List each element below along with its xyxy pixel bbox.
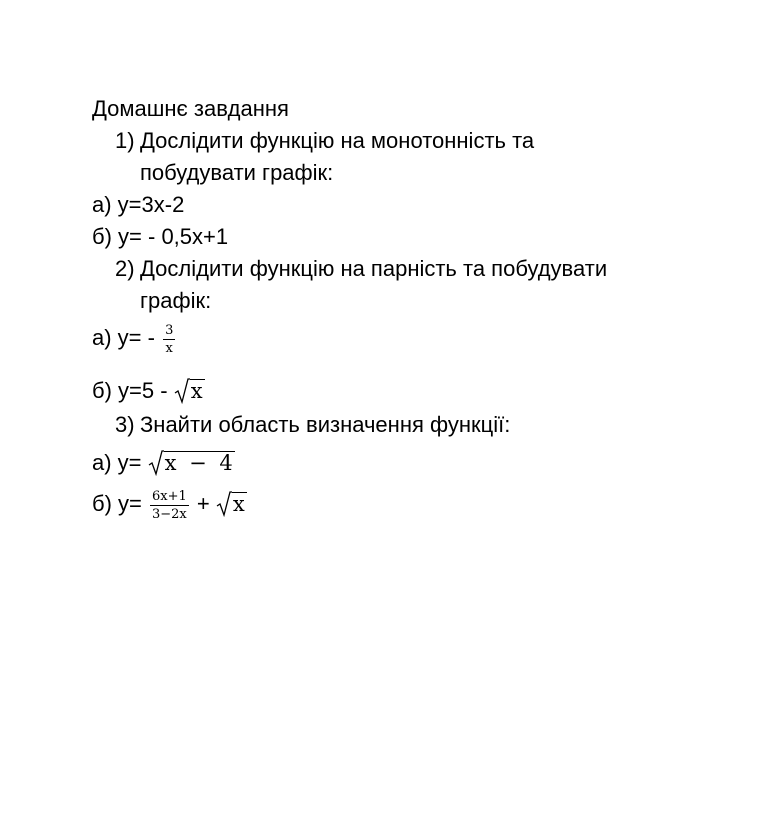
- task-2-item-a-fraction: [163, 323, 175, 356]
- task-3-item-b: [92, 484, 247, 524]
- fraction-numerator: 3: [165, 322, 174, 338]
- task-2-text-line1: Дослідити функцію на парність та побудувати: [140, 256, 608, 281]
- plus-sign: +: [190, 491, 216, 516]
- task-2-item-a: [92, 320, 177, 356]
- task-2-number: 2): [115, 256, 135, 281]
- radical-sign-icon: [174, 378, 190, 404]
- task-2-item-a-prefix: а) y= -: [92, 325, 162, 350]
- fraction-denominator: 3−2x: [152, 506, 187, 522]
- square-root: [216, 484, 247, 524]
- task-1: [115, 128, 534, 154]
- radical-sign-icon: [216, 491, 232, 517]
- square-root: [148, 450, 235, 476]
- radicand: x: [190, 379, 203, 403]
- task-1-item-b: б) y= - 0,5x+1: [92, 224, 229, 249]
- task-2-text-line2: графік:: [140, 288, 212, 313]
- task-3-text-line1: Знайти область визначення функції:: [140, 412, 511, 437]
- task-3-item-a-prefix: а) y=: [92, 450, 148, 475]
- fraction-denominator: x: [165, 340, 173, 356]
- task-3-number: 3): [115, 412, 135, 437]
- task-3: [115, 412, 510, 438]
- task-3-item-b-fraction: [150, 489, 189, 522]
- task-1-number: 1): [115, 128, 135, 153]
- fraction-numerator: 6x+1: [152, 488, 187, 504]
- task-2-item-b: [92, 378, 205, 404]
- homework-heading: Домашнє завдання: [92, 96, 289, 121]
- radicand: x: [232, 492, 245, 516]
- task-2-item-b-prefix: б) y=5 -: [92, 378, 174, 403]
- task-2: [115, 256, 607, 282]
- square-root: [174, 378, 205, 404]
- task-1-text-line1: Дослідити функцію на монотонність та: [140, 128, 535, 153]
- radicand: x − 4: [164, 451, 233, 475]
- task-1-text-line2: побудувати графік:: [140, 160, 334, 185]
- task-3-item-b-prefix: б) y=: [92, 491, 148, 516]
- radical-sign-icon: [148, 450, 164, 476]
- task-3-item-a: [92, 450, 235, 476]
- task-1-item-a: а) y=3x-2: [92, 192, 185, 217]
